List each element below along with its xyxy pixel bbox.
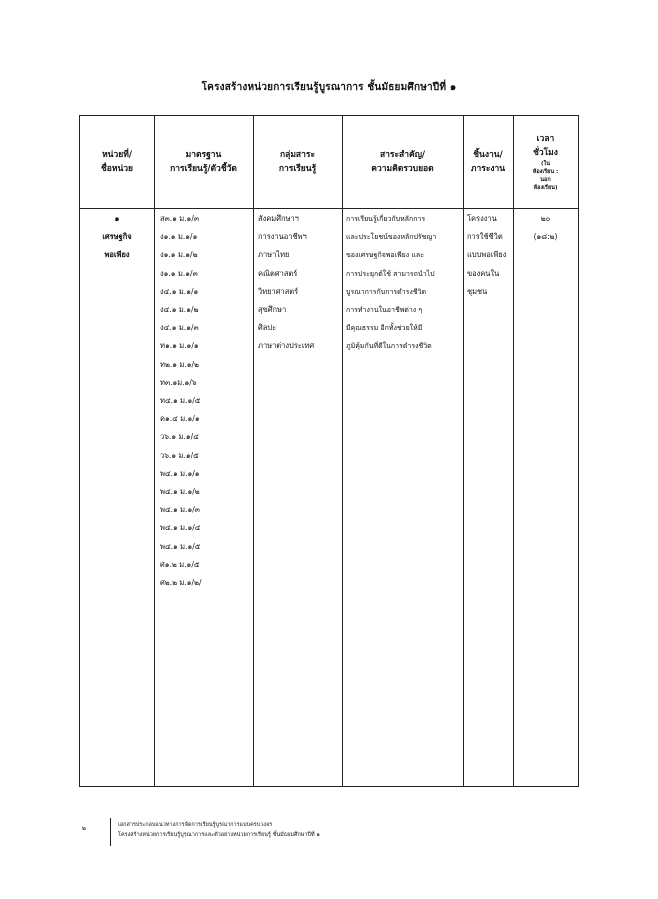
subject-item: วิทยาศาสตร์ <box>258 286 299 296</box>
standard-code: ศ๑.๒ ม.๑/๕ <box>160 559 200 569</box>
task-line: การใช้ชีวิต <box>467 232 503 242</box>
header-text: ภาระงาน <box>470 164 506 174</box>
concept-line: มีคุณธรรม อีกทั้งช่วยให้มี <box>346 324 423 333</box>
column-divider <box>154 116 155 786</box>
concept-line: การเรียนรู้เกี่ยวกับหลักการ <box>346 215 426 223</box>
cell-line: พอเพียง <box>104 250 130 260</box>
task-line: ชุมชน <box>467 286 488 296</box>
header-note: นอก <box>540 177 551 183</box>
column-divider <box>253 116 254 786</box>
header-text: กลุ่มสาระ <box>279 150 316 160</box>
header-tasks <box>463 116 513 208</box>
concept-line: การทำงานในอาชีพต่าง ๆ <box>346 306 423 315</box>
header-concept <box>342 116 463 208</box>
header-note: ห้องเรียน : <box>532 169 559 175</box>
concept-line: ของเศรษฐกิจพอเพียง และ <box>346 251 424 260</box>
standard-code: ส๓.๑ ม.๑/๓ <box>160 214 199 223</box>
subject-item: ศิลปะ <box>258 323 277 333</box>
task-line: โครงงาน <box>467 214 497 223</box>
standard-code: ง๑.๑ ม.๑/๓ <box>160 268 198 278</box>
standard-code: ค๑.๔ ม.๑/๑ <box>160 414 200 424</box>
task-line: แบบพอเพียง <box>467 250 507 260</box>
standard-code: ท๔.๑ ม.๑/๕ <box>160 396 201 406</box>
standard-code: ง๔.๑ ม.๑/๓ <box>160 323 199 333</box>
standard-code: ง๔.๑ ม.๑/๒ <box>160 305 199 315</box>
standard-code: ง๑.๑ ม.๑/๒ <box>160 250 198 260</box>
header-text: การเรียนรู้/ตัวชี้วัด <box>170 164 237 174</box>
header-standards <box>154 116 253 208</box>
standard-code: พ๔.๑ ม.๑/๑ <box>160 468 200 478</box>
standard-code: ท๒.๑ ม.๑/๒ <box>160 359 199 369</box>
header-unit <box>80 116 154 208</box>
subject-item: สังคมศึกษาฯ <box>258 214 299 223</box>
standard-code: พ๔.๑ ม.๑/๓ <box>160 505 200 515</box>
header-time <box>513 116 578 208</box>
time-hours: ๒๐ <box>540 214 551 223</box>
task-line: ของคนใน <box>467 268 500 278</box>
cell-concept <box>346 210 462 356</box>
subject-item: คณิตศาสตร์ <box>258 268 298 278</box>
concept-line: และประโยชน์ของหลักปรัชญา <box>346 233 437 242</box>
cell-standards <box>160 210 252 592</box>
cell-time <box>513 210 578 246</box>
header-text: สาระสำคัญ/ <box>379 150 426 160</box>
column-divider <box>342 116 343 786</box>
standard-code: พ๔.๑ ม.๑/๔ <box>160 523 201 533</box>
concept-line: บูรณาการกับการดำรงชีวิต <box>346 287 427 296</box>
subject-item: ภาษาต่างประเทศ <box>258 341 315 351</box>
page-number: ๒ <box>82 825 86 832</box>
standard-code: ง๔.๑ ม.๑/๑ <box>160 286 199 296</box>
subject-item: ภาษาไทย <box>258 250 290 260</box>
header-text: มาตรฐาน <box>185 150 222 160</box>
subject-item: สุขศึกษา <box>258 305 287 315</box>
header-text: ชั่วโมง <box>533 148 558 158</box>
header-text: ความคิดรวบยอด <box>371 164 434 174</box>
standard-code: ว๖.๑ ม.๑/๕ <box>160 450 199 460</box>
standard-code: ท๓.๑ม.๑/๖ <box>160 377 197 387</box>
header-text: ชื่อหน่วย <box>100 164 134 174</box>
header-note: ห้องเรียน) <box>533 185 558 191</box>
standard-code: พ๔.๑ ม.๑/๒ <box>160 487 200 497</box>
footer-line: เอกสารประกอบแนวทางการจัดการเรียนรู้บูรณาการแบบครบวงจร <box>118 822 273 828</box>
header-divider <box>80 208 578 209</box>
standard-code: พ๔.๑ ม.๑/๕ <box>160 541 201 551</box>
footer-line: โครงสร้างหน่วยการเรียนรู้บูรณาการและตัวอย่างหน่วยการเรียนรู้ ชั้นมัธยมศึกษาปีที่ ๑ <box>118 832 320 838</box>
concept-line: การประยุกต์ใช้ สามารถนำไป <box>346 269 435 278</box>
header-text: เวลา <box>536 134 555 144</box>
concept-line: ภูมิคุ้มกันที่ดีในการดำรงชีวิต <box>346 342 432 351</box>
standard-code: ง๑.๑ ม.๑/๑ <box>160 232 198 242</box>
cell-tasks <box>467 210 513 301</box>
header-text: ชิ้นงาน/ <box>473 150 503 160</box>
cell-line: เศรษฐกิจ <box>102 232 132 242</box>
page-title: โครงสร้างหน่วยการเรียนรู้บูรณาการ ชั้นมัธยมศึกษาปีที่ ๑ <box>201 82 457 93</box>
header-text: การเรียนรู้ <box>278 164 317 174</box>
cell-unit <box>80 210 154 265</box>
footer-text <box>118 820 320 840</box>
column-divider <box>463 116 464 786</box>
header-subjects <box>253 116 342 208</box>
structure-table <box>79 115 579 787</box>
cell-line: ๑ <box>114 214 120 223</box>
cell-subjects <box>258 210 342 356</box>
footer-divider <box>110 818 111 846</box>
standard-code: ว๖.๑ ม.๑/๔ <box>160 432 199 442</box>
subject-item: การงานอาชีพฯ <box>258 232 307 242</box>
header-text: หน่วยที่/ <box>102 150 132 160</box>
standard-code: ศ๒.๒ ม.๑/๒/ <box>160 578 202 588</box>
header-note: (ใน <box>541 161 550 167</box>
standard-code: ท๑.๑ ม.๑/๑ <box>160 341 199 351</box>
time-split: (๑๘:๒) <box>533 232 558 242</box>
